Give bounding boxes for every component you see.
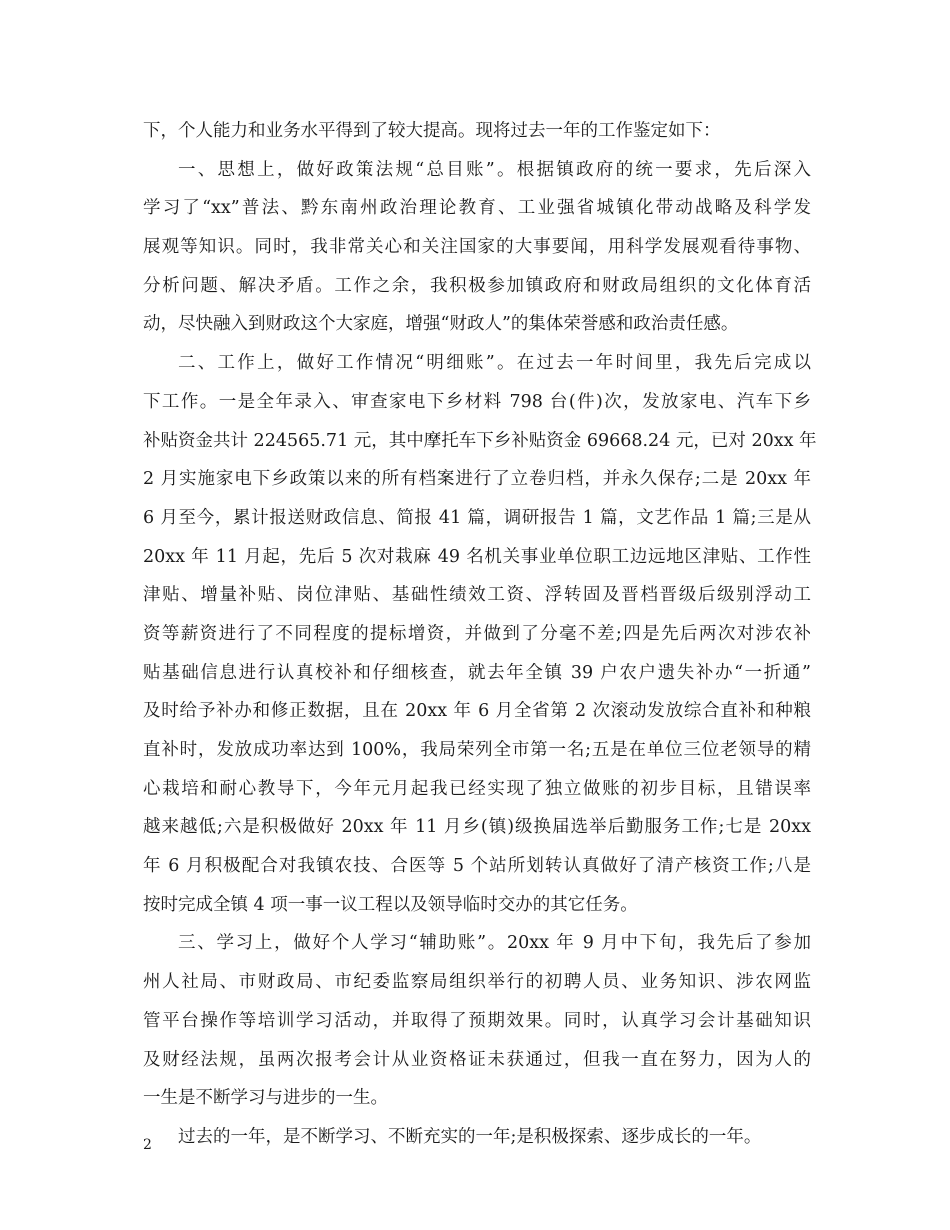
text-line: 资等薪资进行了不同程度的提标增资，并做到了分毫不差;四是先后两次对涉农补 — [143, 623, 811, 644]
text-line: 过去的一年，是不断学习、不断充实的一年;是积极探索、逐步成长的一年。 — [178, 1126, 762, 1147]
text-line: 展观等知识。同时，我非常关心和关注国家的大事要闻，用科学发展观看待事物、 — [143, 237, 811, 258]
text-line: 动，尽快融入到财政这个大家庭，增强“财政人”的集体荣誉感和政治责任感。 — [143, 314, 739, 335]
text-line: 二、工作上，做好工作情况“明细账”。在过去一年时间里，我先后完成以 — [178, 353, 811, 374]
text-line: 20xx 年 11 月起，先后 5 次对栽麻 49 名机关事业单位职工边远地区津贴、工作性 — [143, 546, 811, 567]
text-line: 三、学习上，做好个人学习“辅助账”。20xx 年 9 月中下旬，我先后了参加 — [178, 933, 811, 954]
page-number: 2 — [143, 1137, 152, 1153]
text-line: 年 6 月积极配合对我镇农技、合医等 5 个站所划转认真做好了清产核资工作;八是 — [143, 856, 811, 877]
text-line: 心栽培和耐心教导下，今年元月起我已经实现了独立做账的初步目标，且错误率 — [143, 778, 811, 799]
text-line: 及时给予补办和修正数据，且在 20xx 年 6 月全省第 2 次滚动发放综合直补和种粮 — [143, 701, 811, 722]
text-line: 管平台操作等培训学习活动，并取得了预期效果。同时，认真学习会计基础知识 — [143, 1010, 811, 1031]
text-line: 直补时，发放成功率达到 100%，我局荣列全市第一名;五是在单位三位老领导的精 — [143, 740, 811, 760]
text-line: 下工作。一是全年录入、审查家电下乡材料 798 台(件)次，发放家电、汽车下乡 — [143, 391, 811, 412]
text-line: 学习了“xx”普法、黔东南州政治理论教育、工业强省城镇化带动战略及科学发 — [143, 198, 811, 219]
text-line: 按时完成全镇 4 项一事一议工程以及领导临时交办的其它任务。 — [143, 894, 638, 915]
text-line: 及财经法规，虽两次报考会计从业资格证未获通过，但我一直在努力，因为人的 — [143, 1049, 811, 1070]
text-line: 6 月至今，累计报送财政信息、简报 41 篇，调研报告 1 篇，文艺作品 1 篇;三是从 — [143, 507, 811, 528]
text-line: 津贴、增量补贴、岗位津贴、基础性绩效工资、浮转固及晋档晋级后级别浮动工 — [143, 585, 811, 606]
text-line: 越来越低;六是积极做好 20xx 年 11 月乡(镇)级换届选举后勤服务工作;七是 20xx — [143, 817, 811, 838]
document-body — [143, 112, 817, 1157]
text-line: 分析问题、解决矛盾。工作之余，我积极参加镇政府和财政局组织的文化体育活 — [143, 275, 811, 296]
text-line: 2 月实施家电下乡政策以来的所有档案进行了立卷归档，并永久保存;二是 20xx 年 — [143, 469, 811, 490]
text-line: 一、思想上，做好政策法规“总目账”。根据镇政府的统一要求，先后深入 — [178, 159, 811, 180]
text-line: 贴基础信息进行认真校补和仔细核查，就去年全镇 39 户农户遗失补办“一折通” — [143, 662, 811, 683]
text-line: 一生是不断学习与进步的一生。 — [143, 1088, 388, 1109]
text-line: 补贴资金共计 224565.71 元，其中摩托车下乡补贴资金 69668.24 元，已对 20xx 年 — [143, 430, 817, 451]
text-line: 下，个人能力和业务水平得到了较大提高。现将过去一年的工作鉴定如下： — [143, 121, 721, 141]
text-line: 州人社局、市财政局、市纪委监察局组织举行的初聘人员、业务知识、涉农网监 — [143, 972, 811, 993]
